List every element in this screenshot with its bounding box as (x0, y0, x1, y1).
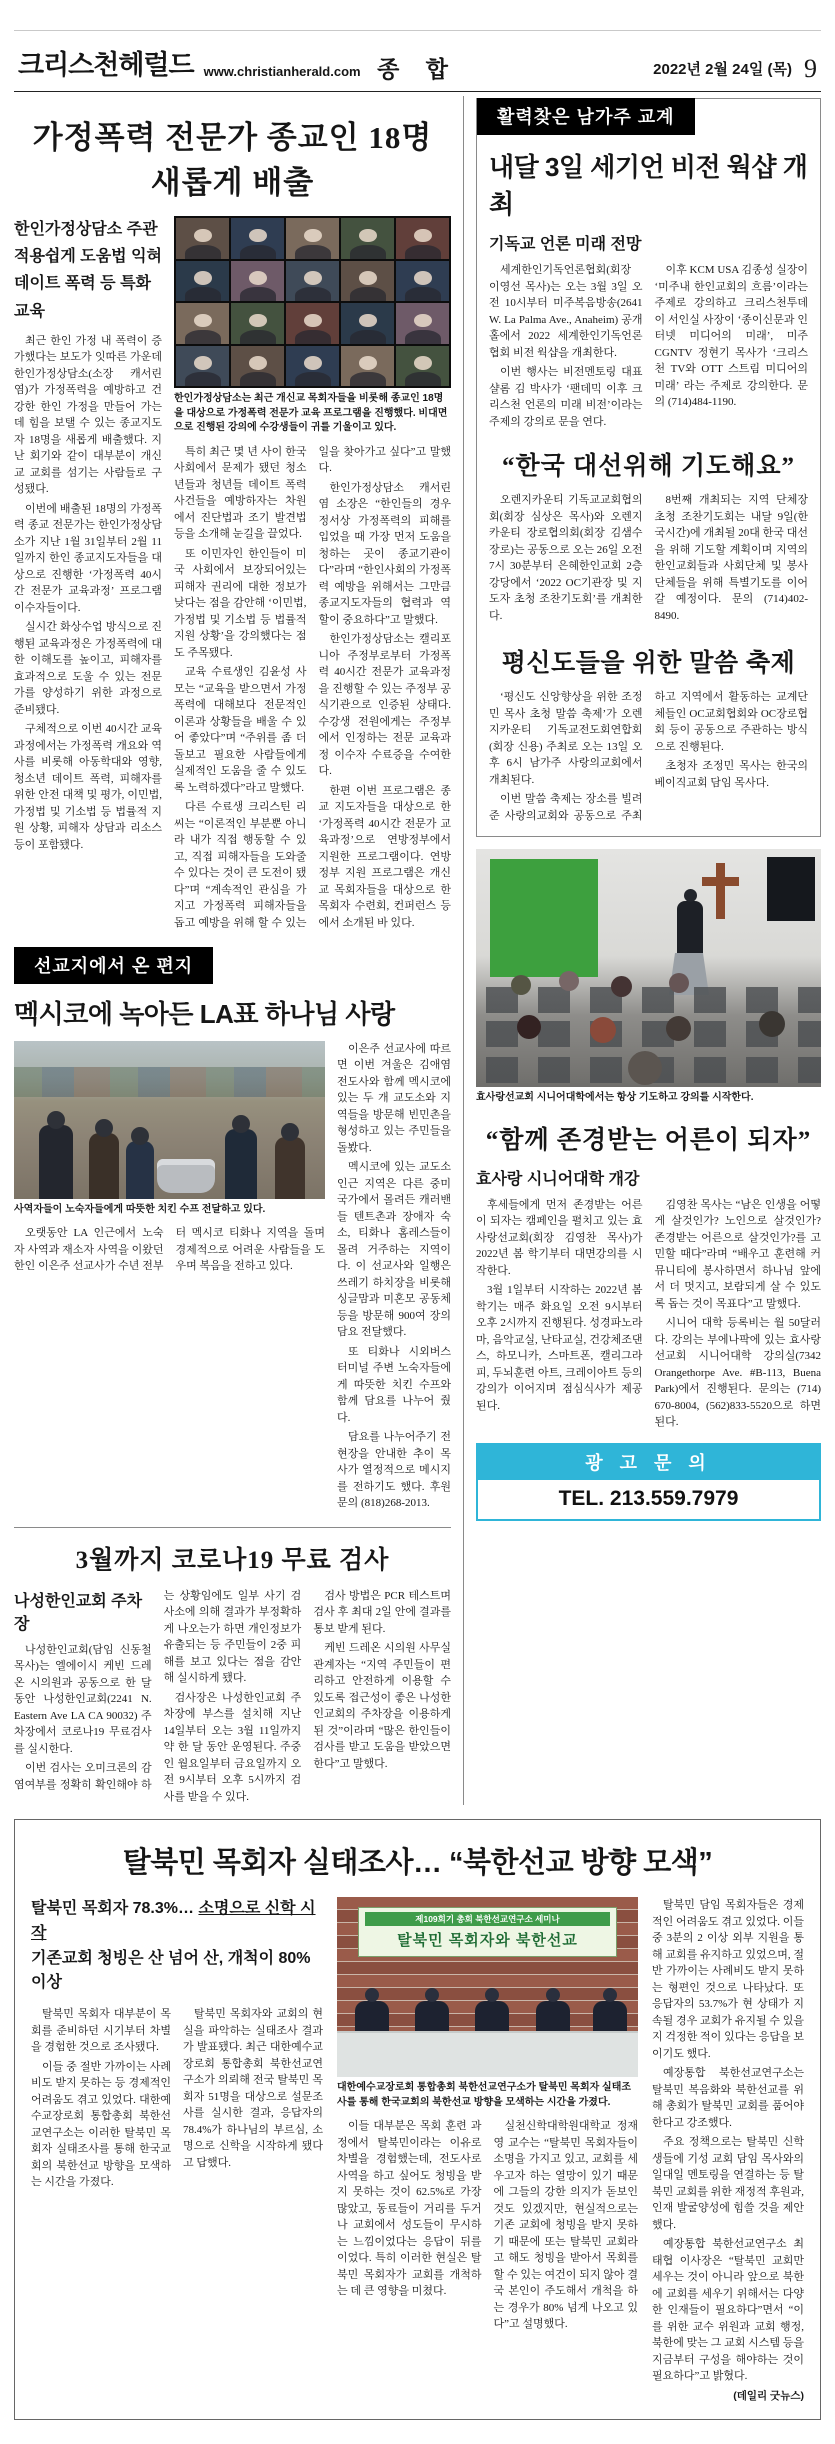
article-columns (31, 2006, 323, 2191)
article-columns (174, 444, 451, 933)
press-credit: (데일리 굿뉴스) (733, 2389, 804, 2402)
video-tile (231, 261, 284, 302)
newspaper-website: www.christianherald.com (203, 64, 361, 79)
paragraph: 이번 말씀 축제는 장소를 빌려준 사랑의교회와 공동으로 주최하고 지역에서 활동하는 교계단체들인 OC교회협회와 OC장로협회 등이 공동으로 주관하는 방식으로 진행된다. (489, 691, 808, 822)
paragraph: 이들 대부분은 목회 훈련 과정에서 탈북민이라는 이유로 차별을 경험했는데, 전도사로 사역을 하고 싶어도 청빙을 받지 못하는 것이 62.5%로 가장 많았고, 동료들이 거리를 두거나 교회에서 성도들이 무시하는 느낌이었다는 응답이 뒤를 이었다. 특히 이러한 현실은 탈북민 목회자가 교회를 개척하는 데 큰 영향을 미쳤다. (337, 2120, 482, 2297)
article-headline: 가정폭력 전문가 종교인 18명 새롭게 배출 (32, 120, 433, 200)
paragraph: ‘평신도 신앙향상을 위한 조정민 목사 초청 말씀 축제’가 오렌지카운티 기독교전도회연합회(회장 신용) 주최로 오는 13일 오후 6시 남가주 사랑의교회에서 개최된다. (489, 691, 643, 786)
article-columns (337, 2118, 638, 2333)
paragraph: 한인가정상담소는 캘리포니아 주정부로부터 가정폭력 40시간 전문가 교육과정을 진행할 수 있는 주정부 공식기관으로 인증된 상태다. 수강생 전원에게는 주정부에서 인정하는 전문 교육과정 이수자 수료증을 수여한다. (318, 633, 451, 777)
video-tile (286, 261, 339, 302)
newspaper-logo: 크리스천헤럴드 (18, 50, 194, 80)
video-tile (286, 346, 339, 387)
banner-subtitle: 제109회기 총회 북한선교연구소 세미나 (365, 1912, 610, 1926)
paragraph: 최근 한인 가정 내 폭력이 증가했다는 보도가 잇따른 가운데 한인가정상담소(소장 캐서린 염)가 가정폭력을 예방하고 건강한 한인 가정을 만들어 가는데 힘을 보탤 수 있는 종교지도자 18명을 새롭게 배출했다. 지난 회기와 같이 대부분이 개신교 교회를 섬기는 사람들로 구성됐다. (14, 334, 162, 496)
article-subhead: 효사랑 시니어대학 개강 (476, 1170, 640, 1188)
paragraph: 담요를 나누어주기 전 현장을 안내한 추이 목사가 열정적으로 메시지를 전하기도 했다. 후원문의 (818)268-2013. (337, 1431, 451, 1509)
video-tile (341, 346, 394, 387)
video-tile (231, 303, 284, 344)
article-body-layout (14, 216, 451, 933)
subhead-line: 기존교회 청빙은 산 넘어 산, 개척이 80% 이상 (31, 1949, 311, 1992)
paragraph: 이은주 선교사에 따르면 이번 겨울은 김애염 전도사와 함께 멕시코에 있는 두 개 교도소와 지역들을 방문해 빈민촌을 형성하고 있는 주민들을 돌봤다. (337, 1042, 451, 1154)
article-covid-test (14, 1540, 451, 1806)
banner-title: 탈북민 목회자와 북한선교 (397, 1932, 578, 1949)
paragraph: 3월 1일부터 시작하는 2022년 봄학기는 매주 화요일 오전 9시부터 오후 2시까지 진행된다. 성경파노라마, 음악교실, 난타교실, 건강체조댄스, 하모니카, 스마트폰, 캘리그라피, 두뇌훈련 아트, 크레이아트 등의 강의가 이어지며 점심식사가 제공된다. (476, 1284, 643, 1412)
soup-serving-photo (14, 1041, 325, 1199)
subhead-line: 적용쉽게 도움법 익혀 (14, 248, 162, 266)
article-right-cell (174, 216, 451, 933)
article-right-cell (652, 1897, 804, 2403)
panel-table (337, 2033, 638, 2077)
article-middle-cell (337, 1897, 638, 2403)
video-tile (286, 303, 339, 344)
right-column (464, 96, 821, 1805)
article-headline: “한국 대선위해 기도해요” (501, 453, 795, 480)
photo-caption: 효사랑선교회 시니어대학에서는 항상 기도하고 강의를 시작한다. (476, 1092, 754, 1103)
article-body-layout (31, 1897, 804, 2403)
article-headline: 내달 3일 세기언 비전 웍샵 개최 (489, 152, 808, 219)
paragraph: 주요 정책으로는 탈북민 신학생들에 기성 교회 담임 목사와의 일대일 멘토링을 연결하는 등 탈북민 교회를 위한 재정적 후원과, 인재 발굴양성에 힘쓸 것을 제안했다. (652, 2136, 804, 2231)
video-tile (176, 218, 229, 259)
paragraph: 이후 KCM USA 김종성 실장이 ‘미주내 한인교회의 흐름’이라는 주제로 강의하고 크리스천투데이 서인실 사장이 ‘종이신문과 인터넷 미디어의 미래’, 미주 CGNTV 정현기 목사가 ‘크리스천 TV와 OTT 스트림 미디어의 미래’ 라는 주제로 강의한다. 문의 (714)484-1190. (654, 264, 808, 408)
page-number: 9 (804, 54, 817, 83)
section-title: 종 합 (377, 56, 458, 82)
video-tile (396, 303, 449, 344)
article-vision-workshop (489, 147, 808, 430)
article-domestic-violence (14, 112, 451, 933)
seminar-photo (337, 1897, 638, 2077)
video-tile (341, 303, 394, 344)
article-headline: 평신도들을 위한 말씀 축제 (501, 649, 796, 677)
section-label-regional: 활력찾은 남가주 교계 (477, 98, 695, 135)
paragraph: 또 이민자인 한인들이 미국 사회에서 보장되어있는 피해자 권리에 대한 정보가 낮다는 점을 감안해 ‘이민법, 가정법 및 기소법 등 법률적 지원 상황’을 강의했다는 점도 주목됐다. (174, 547, 307, 659)
article-body-layout (14, 1041, 451, 1515)
green-screen (490, 859, 598, 977)
article-headline: 탈북민 목회자 실태조사… “북한선교 방향 모색” (122, 1847, 713, 1879)
article-left-cell (14, 216, 162, 933)
paragraph: 예장통합 북한선교연구소는 탈북민 복음화와 북한선교를 위해 총회가 탈북민 교회를 품어야 한다고 강조했다. (652, 2067, 804, 2129)
left-column (14, 96, 464, 1805)
article-headline: “함께 존경받는 어른이 되자” (485, 1126, 812, 1154)
video-tile (176, 261, 229, 302)
paragraph: 탈북민 목회자와 교회의 현실을 파악하는 실태조사 결과가 발표됐다. 최근 대한예수교장로회 통합총회 북한선교연구소가 의뢰해 전국 탈북민 목회자 51명을 대상으로 설문조사를 실시한 결과, 응답자의 78.4%가 하나님의 부르심, 소명으로 신학을 시작하게 됐다고 답했다. (183, 2008, 323, 2169)
article-senior-college (476, 1120, 821, 1431)
paragraph: 교육 수료생인 김윤성 사모는 “교육을 받으면서 가정폭력에 대해보다 전문적인 이론과 상황들을 배울 수 있어 좋았다”며 “주위를 좀 더 돌보고 필요한 사람들에게 실제적인 도움을 줄 수 있도록 노력하겠다”라고 말했다. (174, 666, 307, 794)
ad-inquiry-phone: TEL. 213.559.7979 (558, 1486, 739, 1510)
main-columns (14, 96, 821, 1805)
paragraph: 또 티화나 시외버스 터미널 주변 노숙자들에게 따뜻한 치킨 수프와 함께 담요를 나누어 줬다. (337, 1345, 451, 1424)
article-columns (14, 1588, 451, 1806)
article-columns (489, 262, 808, 430)
paragraph: 나성한인교회(담임 신동철 목사)는 엘에이시 케빈 드레온 시의원과 공동으로 한 달 동안 나성한인교회(2241 N. Eastern Ave LA CA 90032) 주차장에서 코로나19 무료검사를 실시한다. (14, 1643, 152, 1755)
article-headline: 멕시코에 녹아든 LA표 하나님 사랑 (14, 998, 395, 1029)
article-subheads (31, 1897, 323, 1996)
paragraph: 특히 최근 몇 년 사이 한국 사회에서 문제가 됐던 청소년들과 청년들 데이트 폭력사건들을 예방하자는 차원에서 진단법과 조기 발견법 등을 소개해 눈길을 끌었다. (174, 445, 307, 540)
video-tile (341, 218, 394, 259)
article-subheads (14, 216, 162, 325)
paragraph: 검사 방법은 PCR 테스트며 검사 후 최대 2일 안에 결과를 통보 받게 된다. (313, 1589, 451, 1635)
section-label-mission-letter: 선교지에서 온 편지 (14, 947, 213, 984)
video-tile (231, 346, 284, 387)
section-divider (14, 1527, 451, 1528)
video-tile (231, 218, 284, 259)
video-tile (341, 261, 394, 302)
photo-caption: 한인가정상담소는 최근 개신교 목회자들을 비롯해 종교인 18명을 대상으로 가정폭력 전문가 교육 프로그램을 진행했다. 비대면으로 진행된 강의에 수강생들이 귀를 기울이고 있다. (174, 393, 448, 433)
paragraph: 세계한인기독언론협회(회장 이영선 목사)는 오는 3월 3일 오전 10시부터 미주복음방송(2641 W. La Palma Ave., Anaheim) 공개홀에서 2022 세계한인기독언론협회 비전 웍샵을 개최한다. (489, 264, 643, 359)
paragraph: 오렌지카운티 기독교교회협의회(회장 심상은 목사)와 오렌지카운티 장로협의회(회장 김샘수 장로)는 공동으로 오는 26일 오전 7시 30분부터 은혜한인교회 2층 강당에서 ‘2022 OC기관장 및 지도자 초청 조찬기도회’를 개최한다. (489, 494, 643, 622)
video-tile (396, 346, 449, 387)
paragraph: 다른 수료생 크리스틴 리 씨는 “이론적인 부분뿐 아니라 내가 직접 행동할 수 있고, 직접 피해자들을 도와줄 수 있다는 것이 큰 도전이 됐다”며 “계속적인 관심을 가지고 가정폭력 피해자들을 돕고 예방을 위해 할 수 있는 일을 찾아가고 싶다”고 말했다. (174, 445, 451, 929)
paragraph: 실천신학대학원대학교 정재영 교수는 “탈북민 목회자들이 소명을 가지고 있고, 교회를 세우고자 하는 열망이 있기 때문에 그들의 강한 의지가 돋보인 것도 있겠지만, 현실적으로는 기존 교회에 청빙을 받지 못하기 때문에 또는 탈북민 교회라고 해도 청빙을 받아서 목회를 할 수 있는 여건이 되지 않아 결국 본인이 주도해서 개척을 하는 경우가 80% 넘게 나오고 있다”고 설명했다. (493, 2120, 638, 2330)
paragraph: 오랫동안 LA 인근에서 노숙자 사역과 재소자 사역을 이왔던 한인 이은주 선교사가 수년 전부터 멕시코 티화나 지역을 돌며 경제적으로 어려운 사람들을 도우며 복음을 전하고 있다. (14, 1227, 325, 1272)
paragraph: 이들 중 절반 가까이는 사례비도 받지 못하는 등 경제적인 어려움도 겪고 있었다. 대한예수교장로회 통합총회 북한선교연구소는 이러한 탈북민 목회자 실태조사를 통해 한국교회의 북한선교 방향을 모색하는 시간을 가졌다. (31, 2060, 171, 2189)
paragraph: 시니어 대학 등록비는 월 50달러다. 강의는 부에나팍에 있는 효사랑선교회 시니어대학 강의실(7342 Orangethorpe Ave. #B-113, Buena Park)에서 진행된다. 문의는 (714) 670-8004, (562)833-5520으로 하면된다. (654, 1317, 821, 1428)
article-right-cell (337, 1041, 451, 1515)
subhead-line: 데이트 폭력 등 특화교육 (14, 275, 151, 320)
paragraph: 한인가정상담소 캐서린 염 소장은 “한인들의 경우 정서상 가정폭력의 피해를 입었을 때 가장 먼저 도움을 청하는 곳이 종교기관이다”라며 “한인사회의 가정폭력 예방을 위해서는 그만큼 종교지도자들의 협력과 역할이 중요하다”고 말했다. (318, 481, 451, 626)
paragraph: 예장통합 북한선교연구소 최태협 이사장은 “탈북민 교회만 세우는 것이 아니라 앞으로 북한에 교회를 세우기 위해서는 다양한 인재들이 필요하다”면서 “이를 위한 교수 위원과 교회 행정, 북한에 맞는 그 교회 시스템 등을 지금부터 구성을 해야하는 것이 필요하다”고 밝혔다. (652, 2238, 804, 2382)
masthead (14, 35, 821, 92)
article-columns (489, 689, 808, 824)
photo-caption: 대한예수교장로회 통합총회 북한선교연구소가 탈북민 목회자 실태조사를 통해 한국교회의 북한선교 방향을 모색하는 시간을 가졌다. (337, 2082, 632, 2108)
video-tile (176, 346, 229, 387)
soup-pot (157, 1159, 215, 1193)
article-left-cell (31, 1897, 323, 2403)
zoom-class-photo (174, 216, 451, 388)
video-tile (286, 218, 339, 259)
video-tile (396, 261, 449, 302)
article-left-cell (14, 1041, 325, 1515)
article-subhead: 나성한인교회 주차장 (14, 1592, 143, 1633)
article-columns (476, 1197, 821, 1431)
ad-inquiry-title: 광 고 문 의 (478, 1445, 819, 1480)
tv-screen (767, 857, 815, 921)
paragraph: 이번에 배출된 18명의 가정폭력 종교 전문가는 한인가정상담소가 지난 1월 31일부터 2월 11일까지 한인 종교지도자들을 대상으로 진행한 ‘가정폭력 40시간 전문가 교육과정’ 프로그램 이수자들이다. (14, 502, 162, 614)
article-election-prayer (489, 446, 808, 627)
masthead-right (653, 56, 817, 82)
article-columns (489, 492, 808, 627)
paragraph: 이번 행사는 비전멘토링 대표 샬롬 김 박사가 ‘팬데믹 이후 크리스천 언론의 미래 비전’이라는 주제의 강의로 문을 연다. (489, 366, 643, 428)
subhead-line: 탈북민 목회자 78.3%… 소명으로 신학 시작 (31, 1900, 316, 1942)
paragraph: 실시간 화상수업 방식으로 진행된 교육과정은 가정폭력에 대한 이해도를 높이고, 피해자를 효과적으로 도울 수 있는 전문가를 양성하기 위한 과정으로 준비됐다. (14, 621, 162, 716)
paragraph: 멕시코에 있는 교도소 인근 지역은 다른 중미 국가에서 몰려든 캐러밴들 텐트촌과 장애자 숙소, 티화나 홈레스들이 몰려 거주하는 지역이다. 이 선교사와 일행은 쓰레기 하치장을 비롯해 싱글맘과 미혼모 공동체 등을 방문해 900여 장의 담요 전달했다. (337, 1161, 451, 1338)
graffiti-wall (14, 1067, 325, 1097)
issue-date: 2022년 2월 24일 (목) (653, 61, 792, 78)
paragraph: 이번 검사는 오미크론의 감염여부를 정확히 확인해야 하는 상황임에도 일부 사기 검사소에 의해 결과가 부정확하게 나오는가 하면 개인정보가 유출되는 등 주민들이 2중 피해를 보고 있다는 점을 감안해 실시하게 됐다. (14, 1589, 302, 1791)
top-rule (14, 30, 821, 31)
regional-news-box (476, 98, 821, 837)
article-defector-survey (14, 1819, 821, 2420)
paragraph: 검사장은 나성한인교회 주차장에 부스를 설치해 지난 14일부터 오는 3월 11일까지 약 한 달 동안 운영된다. 주중인 월요일부터 금요일까지 오전 9시부터 오후 5시까지 검사를 받을 수 있다. (163, 1691, 302, 1803)
subhead-line: 한인가정상담소 주관 (14, 221, 158, 238)
article-subhead: 기독교 언론 미래 전망 (489, 236, 642, 253)
article-mexico-mission (14, 994, 451, 1515)
senior-college-photo (476, 849, 821, 1087)
video-tile (176, 303, 229, 344)
article-headline: 3월까지 코로나19 무료 검사 (75, 1546, 390, 1574)
seminar-banner (358, 1907, 617, 1957)
paragraph: 한편 이번 프로그램은 종교 지도자들을 대상으로 한 ‘가정폭력 40시간 전문가 교육과정’으로 연방정부에서 지원한 프로그램이다. 연방정부 지원 프로그램은 개신교 목회자들을 대상으로 한 목회자 수련회, 컨퍼런스 등에서 소개된 바 있다. (318, 784, 451, 929)
paragraph: 케빈 드레온 시의원 사무실 관계자는 “지역 주민들이 편리하고 안전하게 이용할 수 있도록 접근성이 좋은 나성한인교회의 주차장을 이용하게 된 것”이라며 “많은 한인들이 검사를 받고 도움을 받았으면 한다”고 말했다. (313, 1642, 451, 1770)
video-tile (396, 218, 449, 259)
ad-inquiry-box (476, 1443, 821, 1521)
article-word-festival (489, 643, 808, 824)
article-columns (14, 1225, 325, 1276)
paragraph: 초청자 조정민 목사는 한국의 베이직교회 담임 목사다. (654, 760, 808, 789)
paragraph: 탈북민 목회자 대부분이 목회를 준비하던 시기부터 차별을 경험한 것으로 조사됐다. (31, 2008, 171, 2054)
paragraph: 후세들에게 먼저 존경받는 어른이 되자는 캠페인을 펼치고 있는 효사랑선교회(회장 김영찬 목사)가 2022년 봄 학기부터 대면강의를 시작한다. (476, 1198, 643, 1277)
paragraph: 김영찬 목사는 “남은 인생을 어떻게 살것인가? 노인으로 살것인가? 존경받는 어른으로 살것인가?를 고민할 때다”라며 “배우고 훈련해 커뮤니티에 봉사하면서 하나님 앞에서 더 멋지고, 보람되게 살 수 있도록 돕는 것이 목표다”고 말했다. (654, 1198, 821, 1310)
photo-caption: 사역자들이 노숙자들에게 따뜻한 치킨 수프 전달하고 있다. (14, 1203, 266, 1215)
paragraph: 탈북민 담임 목회자들은 경제적인 어려움도 겪고 있었다. 이들 중 3분의 2 이상 외부 지원을 통해 교회를 유지하고 있었으며, 절반 가까이는 사례비도 받지 못하는 형편인 것으로 나타났다. 또 응답자의 53.7%가 현 상태가 지속될 경우 교회가 유지될 수 있을지 걱정한 적이 있다는 응답을 보이기도 했다. (652, 1899, 804, 2060)
paragraph: 구체적으로 이번 40시간 교육과정에서는 가정폭력 개요와 역사를 비롯해 아동학대와 영향, 청소년 데이트 폭력, 피해자를 위한 안전 대책 및 평가, 이민법, 가정법 및 기소법 등 법률적 지원 상황, 피해자 상담과 리소스 등이 포함됐다. (14, 723, 162, 851)
paragraph: 8번째 개최되는 지역 단체장 초청 조찬기도회는 내달 9일(한국시간)에 개최될 20대 한국 대선을 위해 기도할 계획이며 지역의 한인교회들과 사회단체 및 봉사단체들을 위해 특별기도를 이어갈 예정이다. 문의 (714)402-8490. (654, 494, 808, 622)
cross-icon (716, 863, 725, 919)
